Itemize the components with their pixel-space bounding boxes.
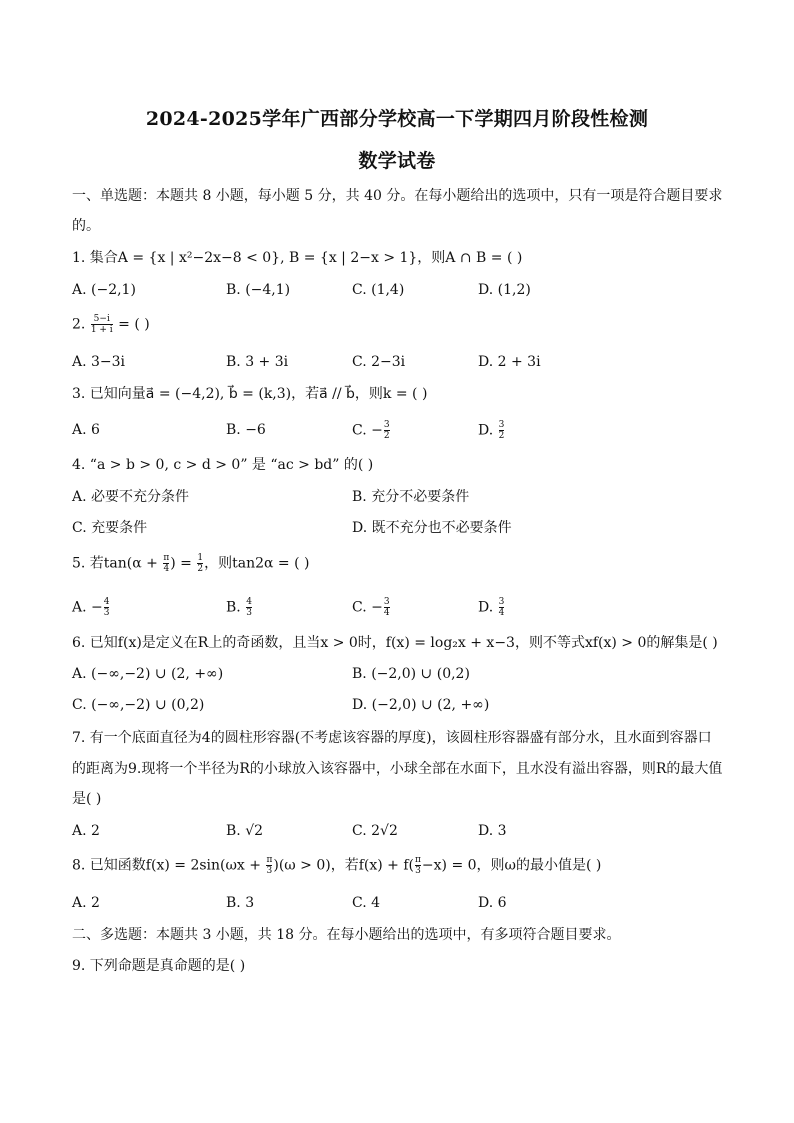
question-3-option-c bbox=[352, 420, 391, 441]
question-4-stem: 4. “a > b > 0, c > d > 0” 是 “ac > bd” 的( ) bbox=[72, 457, 374, 473]
frac-den: 3 bbox=[103, 608, 110, 618]
question-8-pi-fraction-1 bbox=[266, 855, 272, 876]
frac-den: 4 bbox=[498, 608, 505, 618]
question-7-option-a: A. 2 bbox=[72, 823, 100, 839]
frac-num: 3 bbox=[383, 420, 390, 430]
question-2-suffix: = ( ) bbox=[118, 316, 150, 333]
question-5-option-d bbox=[478, 597, 505, 618]
option-fraction bbox=[104, 597, 110, 618]
frac-den: 4 bbox=[383, 608, 390, 618]
frac-num: π bbox=[163, 553, 170, 563]
option-fraction bbox=[384, 597, 390, 618]
question-6-option-d: D. (−2,0) ∪ (2, +∞) bbox=[352, 697, 490, 713]
question-7-stem-line3: 是( ) bbox=[72, 791, 102, 807]
question-4-option-c: C. 充要条件 bbox=[72, 520, 148, 536]
question-2-option-d: D. 2 + 3i bbox=[478, 354, 541, 370]
question-3-option-c-label: C. − bbox=[352, 422, 383, 439]
question-7-option-b: B. √2 bbox=[226, 823, 264, 839]
question-3-option-c-fraction bbox=[384, 420, 390, 441]
exam-title: 2024-2025学年广西部分学校高一下学期四月阶段性检测 bbox=[145, 108, 649, 130]
exam-subtitle: 数学试卷 bbox=[358, 150, 436, 172]
frac-den: 2 bbox=[383, 431, 390, 441]
question-8-option-b: B. 3 bbox=[226, 895, 255, 911]
question-7-option-d: D. 3 bbox=[478, 823, 507, 839]
question-1-option-a: A. (−2,1) bbox=[72, 282, 136, 298]
question-1-stem: 1. 集合A = {x | x²−2x−8 < 0}, B = {x | 2−x > 1}，则A ∩ B = ( ) bbox=[72, 250, 523, 266]
frac-den: 3 bbox=[246, 608, 252, 618]
question-5-prefix: 5. 若tan(α + bbox=[72, 555, 163, 572]
question-5-stem bbox=[72, 553, 309, 574]
question-5-half-fraction bbox=[197, 553, 203, 574]
question-2-number: 2. bbox=[72, 316, 86, 333]
question-7-stem-line2: 的距离为9.现将一个半径为R的小球放入该容器中，小球全部在水面下，且水没有溢出容器，则R的最大值 bbox=[72, 761, 723, 777]
question-5-mid: ) = bbox=[170, 555, 197, 572]
question-4-option-d: D. 既不充分也不必要条件 bbox=[352, 520, 512, 536]
frac-num: 4 bbox=[246, 597, 252, 607]
frac-num: π bbox=[414, 855, 421, 865]
frac-num: 3 bbox=[383, 597, 390, 607]
question-5-option-a bbox=[72, 597, 110, 618]
question-8-prefix: 8. 已知函数f(x) = 2sin(ωx + bbox=[72, 857, 266, 874]
question-1-option-b: B. (−4,1) bbox=[226, 282, 291, 298]
question-2-option-b: B. 3 + 3i bbox=[226, 354, 289, 370]
section1-intro-line1: 一、单选题：本题共 8 小题，每小题 5 分，共 40 分。在每小题给出的选项中，只有一项是符合题目要求 bbox=[72, 188, 723, 204]
question-2-stem bbox=[72, 314, 150, 335]
question-3-option-d-label: D. bbox=[478, 422, 498, 439]
question-2-fraction-num: 5−i bbox=[93, 314, 110, 324]
question-3-option-d bbox=[478, 420, 505, 441]
option-fraction bbox=[499, 597, 505, 618]
question-5-pi-fraction bbox=[163, 553, 169, 574]
question-8-stem bbox=[72, 855, 601, 876]
question-8-option-c: C. 4 bbox=[352, 895, 381, 911]
question-5-suffix: ，则tan2α = ( ) bbox=[204, 555, 310, 572]
frac-num: 3 bbox=[498, 597, 505, 607]
question-6-option-c: C. (−∞,−2) ∪ (0,2) bbox=[72, 697, 205, 713]
question-8-mid: )(ω > 0)，若f(x) + f( bbox=[273, 857, 414, 874]
option-label: C. − bbox=[352, 599, 383, 616]
frac-num: 1 bbox=[197, 553, 204, 563]
question-7-option-c: C. 2√2 bbox=[352, 823, 398, 839]
question-3-option-b: B. −6 bbox=[226, 422, 266, 438]
option-fraction bbox=[246, 597, 252, 618]
question-2-fraction-den: 1 + i bbox=[90, 325, 113, 335]
question-8-pi-fraction-2 bbox=[415, 855, 421, 876]
question-6-option-b: B. (−2,0) ∪ (0,2) bbox=[352, 666, 470, 682]
question-9-stem: 9. 下列命题是真命题的是( ) bbox=[72, 958, 246, 974]
question-5-option-b bbox=[226, 597, 253, 618]
frac-num: π bbox=[266, 855, 273, 865]
frac-num: 4 bbox=[103, 597, 110, 607]
question-2-fraction bbox=[91, 314, 113, 335]
frac-num: 3 bbox=[498, 420, 505, 430]
question-4-option-a: A. 必要不充分条件 bbox=[72, 489, 190, 505]
option-label: B. bbox=[226, 599, 246, 616]
question-3-option-d-fraction bbox=[499, 420, 505, 441]
question-5-option-c bbox=[352, 597, 391, 618]
question-8-option-a: A. 2 bbox=[72, 895, 100, 911]
question-6-stem: 6. 已知f(x)是定义在R上的奇函数，且当x > 0时，f(x) = log₂x + x−3，则不等式xf(x) > 0的解集是( ) bbox=[72, 635, 718, 651]
frac-den: 3 bbox=[415, 866, 421, 876]
question-7-stem-line1: 7. 有一个底面直径为4的圆柱形容器(不考虑该容器的厚度)，该圆柱形容器盛有部分水，且水面到容器口 bbox=[72, 730, 712, 746]
question-3-option-a: A. 6 bbox=[72, 422, 100, 438]
option-label: A. − bbox=[72, 599, 103, 616]
section2-intro: 二、多选题：本题共 3 小题，共 18 分。在每小题给出的选项中，有多项符合题目要求。 bbox=[72, 927, 621, 943]
question-4-option-b: B. 充分不必要条件 bbox=[352, 489, 470, 505]
frac-den: 2 bbox=[197, 564, 204, 574]
question-6-option-a: A. (−∞,−2) ∪ (2, +∞) bbox=[72, 666, 224, 682]
option-label: D. bbox=[478, 599, 498, 616]
section1-intro-line2: 的。 bbox=[72, 218, 100, 234]
frac-den: 4 bbox=[163, 564, 170, 574]
question-1-option-d: D. (1,2) bbox=[478, 282, 531, 298]
question-3-stem: 3. 已知向量a⃗ = (−4,2), b⃗ = (k,3)，若a⃗ // b⃗，则k = ( ) bbox=[72, 386, 428, 402]
frac-den: 2 bbox=[498, 431, 505, 441]
frac-den: 3 bbox=[266, 866, 273, 876]
question-2-option-c: C. 2−3i bbox=[352, 354, 406, 370]
question-2-option-a: A. 3−3i bbox=[72, 354, 126, 370]
question-1-option-c: C. (1,4) bbox=[352, 282, 405, 298]
question-8-option-d: D. 6 bbox=[478, 895, 507, 911]
question-8-suffix: −x) = 0，则ω的最小值是( ) bbox=[421, 857, 602, 874]
